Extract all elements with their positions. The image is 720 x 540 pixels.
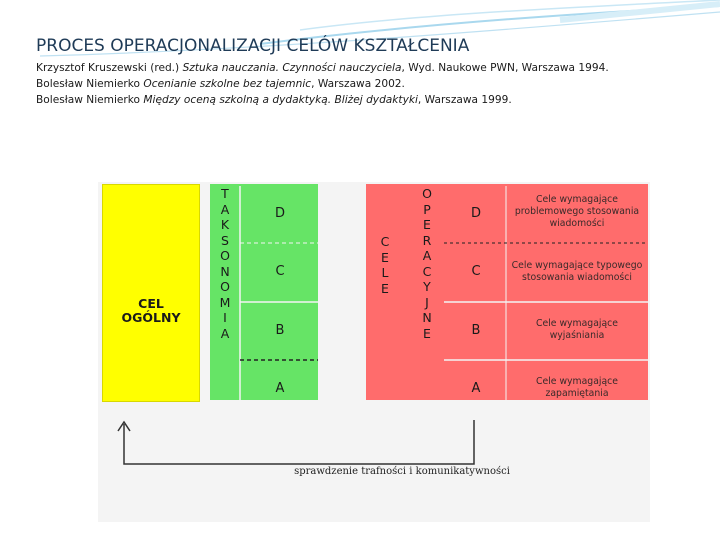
taxonomy-word-letter: A [220,201,230,217]
description-level-d: Cele wymagające problemowego stosowania wiadomości [514,194,640,229]
taxonomy-word-letter: S [221,232,229,248]
operational-word-letter: P [423,201,431,217]
taxonomy-level-b: B [275,323,285,338]
operational-level-c: C [471,264,481,279]
goals-word-letter: L [381,265,389,280]
goals-word-letter: E [381,280,389,296]
taxonomy-level-d: D [274,206,285,221]
operational-word-letter: A [422,248,432,263]
taxonomy-word-letter: I [223,310,227,325]
reference-2: Bolesław Niemierko Ocenianie szkolne bez tajemnic, Warszawa 2002. [36,78,405,90]
taxonomy-word-letter: K [220,217,230,232]
operational-word-letter: O [422,186,432,201]
operational-word-letter: E [423,325,431,341]
taxonomy-word-letter: N [220,263,230,279]
operational-word-letter: J [425,294,429,310]
description-level-c: Cele wymagające typowego stosowania wiadomości [511,260,643,283]
operational-word-letter: R [422,232,432,248]
taxonomy-word-letter: O [220,248,230,263]
taxonomy-word-letter: T [221,186,229,201]
operational-word-letter: N [422,310,432,325]
description-level-a: Cele wymagające zapamiętania [535,376,619,399]
goals-word-letter: E [381,249,389,265]
operational-level-a: A [471,381,481,396]
references [36,60,716,108]
operational-word-letter: E [423,217,431,232]
operational-level-d: D [470,206,481,221]
operational-word-letter: C [422,263,432,279]
taxonomy-word-letter: A [220,325,230,341]
reference-3: Bolesław Niemierko Między oceną szkolną a dydaktyką. Bliżej dydaktyki, Warszawa 1999. [36,94,512,106]
taxonomy-word-letter: M [219,294,231,310]
taxonomy-word-letter: O [220,279,230,294]
taxonomy-level-c: C [275,264,285,279]
goals-word-letter: C [380,234,390,249]
operationalization-diagram [98,182,650,522]
reference-1: Krzysztof Kruszewski (red.) Sztuka nauczania. Czynności nauczyciela, Wyd. Naukowe PWN, Warszawa 1994. [36,62,609,74]
taxonomy-level-a: A [275,381,285,396]
general-goal-label: CEL OGÓLNY [121,296,181,325]
operational-level-b: B [471,323,481,338]
description-level-b: Cele wymagające wyjaśniania [535,318,619,341]
page-title: PROCES OPERACJONALIZACJI CELÓW KSZTAŁCENIA [36,36,470,56]
feedback-label: sprawdzenie trafności i komunikatywności [294,466,510,477]
operational-word-letter: Y [423,279,431,294]
